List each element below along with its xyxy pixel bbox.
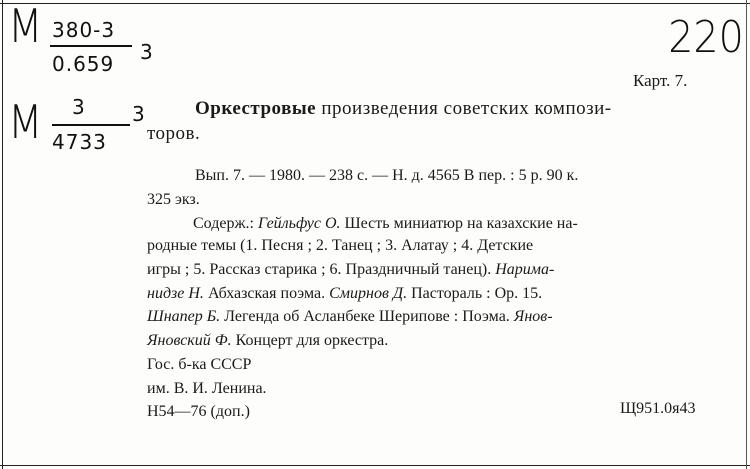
shelf-mark-bottom-fraction-line	[52, 124, 130, 126]
imprint-line-2: 325 экз.	[147, 191, 200, 208]
title-bold-word: Оркестровые	[195, 98, 317, 119]
contents-line-4	[147, 286, 542, 302]
card-border-top	[0, 3, 750, 4]
shelf-mark-bottom-suffix: 3	[132, 102, 146, 126]
contents-author: Янов-	[513, 308, 553, 325]
card-number: Карт. 7.	[633, 71, 688, 90]
shelf-mark-top-fraction-line	[50, 45, 132, 47]
contents-text: Пастораль : Ор. 15.	[411, 285, 543, 302]
card-border-bottom	[0, 465, 750, 466]
contents-line-6	[147, 333, 388, 349]
contents-line-3	[147, 262, 554, 278]
title-text: произведения советских компози-	[321, 98, 612, 119]
code-left: Н54—76 (доп.)	[147, 403, 250, 420]
shelf-mark-bottom-letter: M	[8, 96, 43, 150]
shelf-mark-top-numerator: 380-3	[52, 18, 116, 42]
contents-text: игры ; 5. Рассказ старика ; 6. Праздничный танец).	[147, 261, 492, 278]
shelf-mark-top-denominator: 0.659	[52, 52, 115, 76]
contents-author: Шнапер Б.	[147, 308, 221, 325]
title-line-1	[195, 99, 612, 118]
imprint-line-1: Вып. 7. — 1980. — 238 с. — Н. д. 4565 В пер. : 5 р. 90 к.	[195, 167, 579, 184]
shelf-mark-bottom-numerator: 3	[72, 95, 86, 119]
shelf-mark-top-suffix: 3	[140, 40, 154, 64]
contents-text: Абхазская поэма.	[207, 285, 326, 302]
contents-text: Легенда об Асланбеке Шерипове : Поэма.	[224, 308, 510, 325]
contents-label: Содерж.:	[193, 215, 254, 232]
contents-line-5	[147, 309, 553, 325]
card-border-right	[746, 0, 747, 469]
library-line-1: Гос. б-ка СССР	[147, 356, 252, 373]
contents-author: Гейльфус О.	[257, 215, 341, 232]
card-border-left	[2, 0, 3, 469]
contents-author: Яновский Ф.	[147, 332, 232, 349]
library-line-2: им. В. И. Ленина.	[147, 380, 267, 397]
contents-author: Нарима-	[495, 261, 555, 278]
shelf-mark-top-letter: M	[8, 0, 43, 54]
contents-line-2: родные темы (1. Песня ; 2. Танец ; 3. Алатау ; 4. Детские	[147, 237, 534, 254]
corner-handwritten-number: 220	[668, 12, 744, 63]
contents-text: Шесть миниатюр на казахские на-	[344, 215, 578, 232]
contents-author: Смирнов Д.	[329, 285, 408, 302]
contents-text: Концерт для оркестра.	[235, 332, 389, 349]
contents-author: нидзе Н.	[147, 285, 204, 302]
shelf-mark-bottom-denominator: 4733	[52, 130, 107, 154]
code-right: Щ951.0я43	[620, 400, 696, 417]
contents-line-1	[193, 216, 578, 232]
title-line-2: торов.	[147, 123, 201, 144]
